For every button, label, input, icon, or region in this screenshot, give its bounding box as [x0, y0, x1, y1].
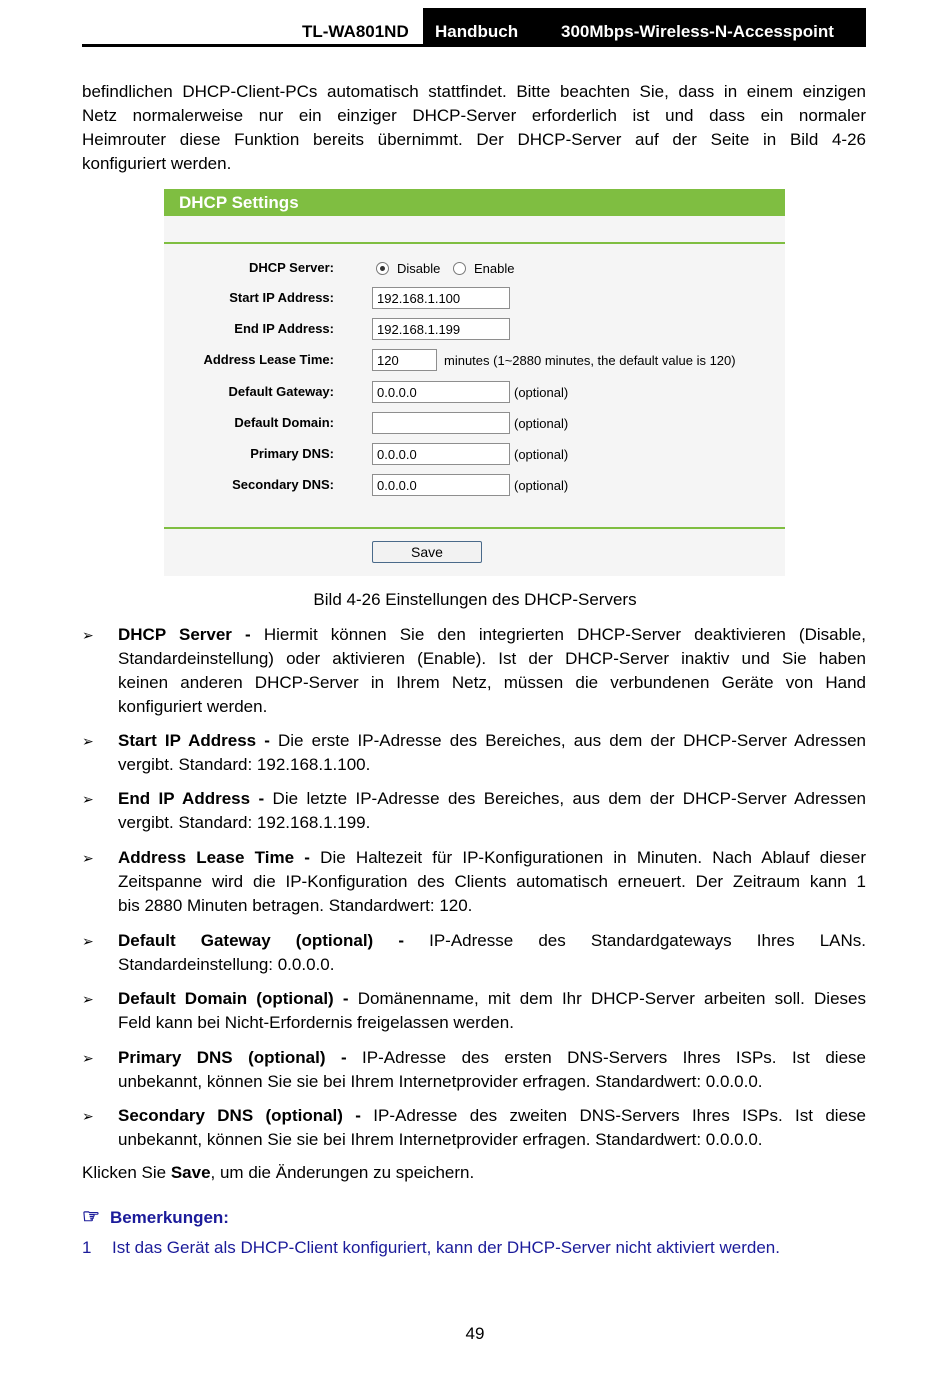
remark-number: 1	[82, 1238, 92, 1257]
gateway-optional-note: (optional)	[514, 385, 569, 400]
save-term: Save	[170, 1163, 211, 1182]
intro-paragraph	[82, 80, 866, 176]
term: Primary DNS (optional) -	[118, 1048, 347, 1067]
enable-radio[interactable]	[453, 262, 466, 275]
arrow-bullet-icon: ➢	[82, 850, 94, 866]
intro-line: konfiguriert werden.	[82, 154, 232, 173]
description: IP-Adresse des zweiten DNS-Servers Ihres ISPs. Ist diese	[360, 1106, 866, 1125]
domain-label: Default Domain:	[234, 415, 334, 430]
secondary-dns-label: Secondary DNS:	[232, 477, 334, 492]
description: IP-Adresse des Standardgateways Ihres LANs.	[404, 931, 867, 950]
term: End IP Address -	[118, 789, 265, 808]
panel-divider	[164, 242, 785, 244]
description: konfiguriert werden.	[118, 697, 268, 716]
header-rule	[82, 44, 866, 47]
page-number: 49	[465, 1324, 485, 1343]
lease-time-label: Address Lease Time:	[203, 352, 334, 367]
description: vergibt. Standard: 192.168.1.199.	[118, 813, 371, 832]
intro-line: Netz normalerweise nur ein einziger DHCP-Server erforderlich ist und dass ein normaler	[82, 106, 866, 125]
description: Die erste IP-Adresse des Bereiches, aus dem der DHCP-Server Adressen	[269, 731, 866, 750]
intro-line: befindlichen DHCP-Client-PCs automatisch stattfindet. Bitte beachten Sie, dass in einem einzigen	[82, 82, 866, 101]
enable-option-label: Enable	[474, 261, 515, 276]
primary-dns-input[interactable]: 0.0.0.0	[372, 443, 510, 465]
arrow-bullet-icon: ➢	[82, 933, 94, 949]
dhcp-server-label: DHCP Server:	[248, 260, 334, 275]
description: Feld kann bei Nicht-Erfordernis freigelassen werden.	[118, 1013, 514, 1032]
start-ip-label: Start IP Address:	[229, 290, 334, 305]
primary-dns-optional-note: (optional)	[514, 447, 569, 462]
secondary-dns-optional-note: (optional)	[514, 478, 569, 493]
save-instruction	[82, 1163, 474, 1183]
remarks-title: Bemerkungen:	[109, 1208, 229, 1227]
primary-dns-label: Primary DNS:	[250, 446, 334, 461]
secondary-dns-input[interactable]: 0.0.0.0	[372, 474, 510, 496]
arrow-bullet-icon: ➢	[82, 1108, 94, 1124]
arrow-bullet-icon: ➢	[82, 1050, 94, 1066]
description: bis 2880 Minuten betragen. Standardwert: 120.	[118, 896, 473, 915]
save-button[interactable]: Save	[372, 541, 482, 563]
text: Klicken Sie	[82, 1163, 171, 1182]
panel-title-bar	[164, 189, 785, 216]
text: , um die Änderungen zu speichern.	[210, 1163, 475, 1182]
dhcp-settings-panel	[164, 189, 785, 576]
description: Standardeinstellung) oder aktivieren (Enable). Ist der DHCP-Server inaktiv und Sie haben	[118, 649, 866, 668]
end-ip-label: End IP Address:	[234, 321, 334, 336]
description: Zeitspanne wird die IP-Konfiguration des Clients automatisch erneuert. Der Zeitraum kann 1	[118, 872, 866, 891]
header-manual: Handbuch	[435, 22, 519, 41]
pointing-hand-icon: ☞	[82, 1206, 100, 1228]
start-ip-input[interactable]: 192.168.1.100	[372, 287, 510, 309]
domain-input[interactable]	[372, 412, 510, 434]
header-title-bar	[423, 8, 866, 46]
arrow-bullet-icon: ➢	[82, 791, 94, 807]
remark-item	[82, 1238, 780, 1258]
description: Die Haltezeit für IP-Konfigurationen in Minuten. Nach Ablauf dieser	[309, 848, 866, 867]
end-ip-input[interactable]: 192.168.1.199	[372, 318, 510, 340]
remarks-heading	[82, 1204, 229, 1229]
description: unbekannt, können Sie sie bei Ihrem Internetprovider erfragen. Standardwert: 0.0.0.0.	[118, 1072, 763, 1091]
description: Die letzte IP-Adresse des Bereiches, aus dem der DHCP-Server Adressen	[264, 789, 866, 808]
panel-divider	[164, 527, 785, 529]
header-product: 300Mbps-Wireless-N-Accesspoint	[561, 22, 834, 41]
domain-optional-note: (optional)	[514, 416, 569, 431]
description: vergibt. Standard: 192.168.1.100.	[118, 755, 371, 774]
term: Default Domain (optional) -	[118, 989, 349, 1008]
description: Hiermit können Sie den integrierten DHCP-Server deaktivieren (Disable,	[250, 625, 866, 644]
disable-radio[interactable]	[376, 262, 389, 275]
term: Start IP Address -	[118, 731, 270, 750]
term: Secondary DNS (optional) -	[118, 1106, 361, 1125]
lease-time-note: minutes (1~2880 minutes, the default value is 120)	[444, 353, 736, 368]
header-model: TL-WA801ND	[302, 22, 409, 41]
intro-line: Heimrouter diese Funktion bereits übernimmt. Der DHCP-Server auf der Seite in Bild 4-26	[82, 130, 866, 149]
description: unbekannt, können Sie sie bei Ihrem Internetprovider erfragen. Standardwert: 0.0.0.0.	[118, 1130, 763, 1149]
remark-text: Ist das Gerät als DHCP-Client konfiguriert, kann der DHCP-Server nicht aktiviert werden.	[112, 1238, 780, 1257]
term: Default Gateway (optional) -	[118, 931, 404, 950]
arrow-bullet-icon: ➢	[82, 627, 94, 643]
description: keinen anderen DHCP-Server in Ihrem Netz, müssen die verbundenen Geräte von Hand	[118, 673, 866, 692]
gateway-input[interactable]: 0.0.0.0	[372, 381, 510, 403]
description: Domänenname, mit dem Ihr DHCP-Server arbeiten soll. Dieses	[348, 989, 866, 1008]
lease-time-input[interactable]: 120	[372, 349, 437, 371]
figure-caption: Bild 4-26 Einstellungen des DHCP-Servers	[313, 590, 637, 609]
page-header	[82, 8, 866, 46]
description: IP-Adresse des ersten DNS-Servers Ihres ISPs. Ist diese	[346, 1048, 866, 1067]
term: DHCP Server -	[118, 625, 251, 644]
description: Standardeinstellung: 0.0.0.0.	[118, 955, 335, 974]
disable-option-label: Disable	[397, 261, 441, 276]
arrow-bullet-icon: ➢	[82, 733, 94, 749]
panel-title: DHCP Settings	[179, 193, 299, 212]
arrow-bullet-icon: ➢	[82, 991, 94, 1007]
term: Address Lease Time -	[118, 848, 310, 867]
gateway-label: Default Gateway:	[228, 384, 334, 399]
